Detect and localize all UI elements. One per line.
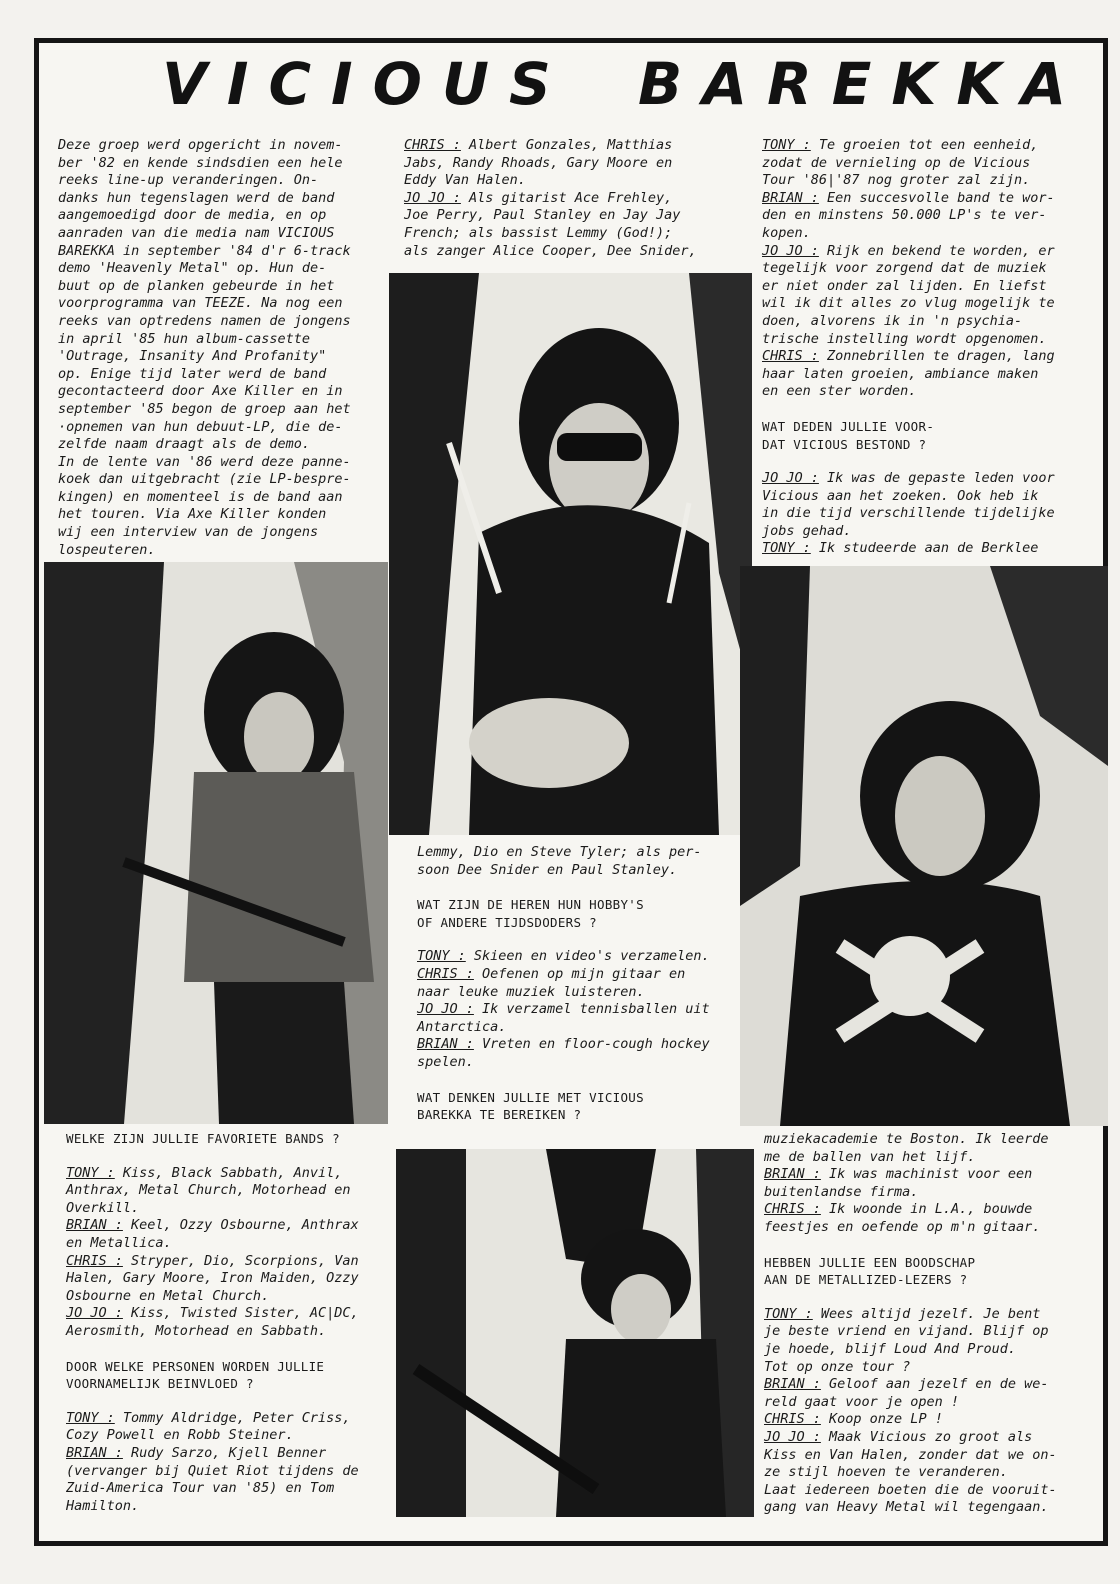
interview-line	[417, 1001, 737, 1019]
interview-line	[417, 1036, 737, 1054]
speaker-name: TONY :	[762, 137, 811, 153]
interview-line	[764, 1184, 1089, 1202]
interview-line	[764, 1201, 1089, 1219]
line-text: Laat iedereen boeten die de vooruit-	[764, 1481, 1057, 1498]
line-text: in die tijd verschillende tijdelijke	[762, 505, 1055, 522]
line-text: feestjes en oefende op m'n gitaar.	[764, 1218, 1041, 1235]
line-text: Rudy Sarzo, Kjell Benner	[122, 1444, 327, 1461]
column-1-bottom-text	[66, 1130, 396, 1515]
column-2-top-text	[404, 137, 749, 260]
interview-line	[66, 1217, 396, 1235]
interview-question: DOOR WELKE PERSONEN WORDEN JULLIE	[66, 1358, 325, 1374]
column-2-middle-text	[417, 844, 737, 1124]
interview-question: WAT DENKEN JULLIE MET VICIOUS	[417, 1089, 644, 1105]
column-3-top-text	[762, 137, 1082, 558]
interview-line	[762, 137, 1082, 155]
line-text: me de ballen van het lijf.	[764, 1148, 976, 1165]
line-text: zodat de vernieling op de Vicious	[762, 154, 1031, 171]
line-text: Tot op onze tour ?	[764, 1358, 911, 1375]
line-text: en Metallica.	[66, 1234, 172, 1251]
line-text: Antarctica.	[417, 1018, 507, 1035]
interview-line	[762, 331, 1082, 349]
interview-line	[762, 383, 1082, 401]
speaker-name: TONY :	[762, 540, 811, 557]
photo-guitarist-vest	[44, 562, 388, 1124]
interview-line	[66, 1463, 396, 1481]
interview-line	[417, 984, 737, 1002]
paragraph-gap	[764, 1289, 1089, 1306]
intro-line: lospeuteren.	[58, 541, 156, 558]
interview-line	[762, 155, 1082, 173]
line-text: Kiss, Twisted Sister, AC|DC,	[122, 1305, 359, 1322]
line-text: ze stijl hoeven te veranderen.	[764, 1464, 1008, 1481]
interview-line	[66, 1253, 396, 1271]
paragraph-gap	[417, 1072, 737, 1089]
line-text: den en minstens 50.000 LP's te ver-	[762, 207, 1047, 224]
line-text: Zuid-America Tour van '85) en Tom	[66, 1480, 335, 1497]
intro-line: ·opnemen van hun debuut-LP, die de-	[58, 418, 343, 435]
line-text: Kiss, Black Sabbath, Anvil,	[114, 1164, 343, 1181]
interview-line	[404, 207, 749, 225]
speaker-name: JO JO :	[762, 242, 819, 259]
interview-line	[762, 172, 1082, 190]
interview-line	[417, 948, 737, 966]
interview-line	[764, 1447, 1089, 1465]
speaker-name: JO JO :	[417, 1001, 474, 1018]
intro-line: ber '82 en kende sindsdien een hele	[58, 154, 343, 171]
speaker-name: BRIAN :	[764, 1166, 821, 1183]
line-text: Geloof aan jezelf en de we-	[820, 1376, 1049, 1393]
line-text: Maak Vicious zo groot als	[820, 1428, 1033, 1445]
paragraph-gap	[417, 879, 737, 896]
interview-line	[404, 155, 749, 173]
interview-line	[66, 1445, 396, 1463]
speaker-name: BRIAN :	[417, 1036, 474, 1053]
intro-line: danks hun tegenslagen werd de band	[58, 189, 335, 206]
interview-question: HEBBEN JULLIE EEN BOODSCHAP	[764, 1254, 976, 1270]
line-text: Vreten en floor-cough hockey	[473, 1036, 710, 1053]
interview-line	[762, 505, 1082, 523]
interview-line	[66, 1182, 396, 1200]
interview-question: WAT ZIJN DE HEREN HUN HOBBY'S	[417, 897, 644, 913]
interview-line	[66, 1410, 396, 1428]
photo-drummer-sunglasses	[389, 273, 752, 835]
line-text: Joe Perry, Paul Stanley en Jay Jay	[404, 207, 681, 224]
line-text: soon Dee Snider en Paul Stanley.	[417, 861, 678, 878]
line-text: Aerosmith, Motorhead en Sabbath.	[66, 1322, 327, 1339]
interview-line	[764, 1341, 1089, 1359]
paragraph-gap	[417, 931, 737, 948]
line-text: kopen.	[762, 224, 811, 241]
paragraph-gap	[762, 401, 1082, 418]
speaker-name: CHRIS :	[417, 965, 474, 982]
line-text: wil ik dit alles zo vlug mogelijk te	[762, 295, 1055, 312]
intro-line: voorprogramma van TEEZE. Na nog een	[58, 295, 343, 312]
interview-question: WAT DEDEN JULLIE VOOR-	[762, 418, 935, 434]
line-text: Tour '86|'87 nog groter zal zijn.	[762, 172, 1031, 189]
intro-line: demo 'Heavenly Metal" op. Hun de-	[58, 260, 327, 277]
line-text: Lemmy, Dio en Steve Tyler; als per-	[417, 844, 702, 860]
line-text: en een ster worden.	[762, 383, 917, 400]
intro-line: wij een interview van de jongens	[58, 524, 319, 541]
interview-line	[417, 862, 737, 880]
line-text: Hamilton.	[66, 1497, 140, 1514]
line-text: als zanger Alice Cooper, Dee Snider,	[404, 242, 697, 259]
speaker-name: JO JO :	[764, 1428, 821, 1445]
title-word-1: VICIOUS	[162, 50, 571, 118]
interview-line	[404, 243, 749, 261]
interview-line	[404, 190, 749, 208]
interview-line	[764, 1166, 1089, 1184]
interview-line	[764, 1499, 1089, 1517]
interview-line	[66, 1498, 396, 1516]
line-text: Ik verzamel tennisballen uit	[473, 1001, 710, 1018]
interview-question: VOORNAMELIJK BEINVLOED ?	[66, 1376, 254, 1392]
interview-line	[417, 1019, 737, 1037]
line-text: Ik was machinist voor een	[820, 1166, 1033, 1183]
line-text: Anthrax, Metal Church, Motorhead en	[66, 1182, 351, 1199]
line-text: Ik was de gepaste leden voor	[818, 470, 1055, 487]
intro-line: gecontacteerd door Axe Killer en in	[58, 383, 343, 400]
speaker-name: CHRIS :	[764, 1411, 821, 1428]
interview-line	[762, 523, 1082, 541]
interview-line	[764, 1323, 1089, 1341]
speaker-name: CHRIS :	[404, 137, 461, 153]
line-text: Albert Gonzales, Matthias	[460, 137, 673, 153]
line-text: Cozy Powell en Robb Steiner.	[66, 1427, 294, 1444]
speaker-name: JO JO :	[66, 1305, 123, 1322]
line-text: Halen, Gary Moore, Iron Maiden, Ozzy	[66, 1270, 359, 1287]
line-text: Oefenen op mijn gitaar en	[473, 965, 686, 982]
interview-question: AAN DE METALLIZED-LEZERS ?	[764, 1272, 968, 1288]
interview-line	[764, 1219, 1089, 1237]
intro-line: In de lente van '86 werd deze panne-	[58, 453, 351, 470]
interview-line	[762, 348, 1082, 366]
interview-line	[417, 844, 737, 862]
interview-line	[762, 313, 1082, 331]
interview-line	[762, 295, 1082, 313]
line-text: tegelijk voor zorgend dat de muziek	[762, 260, 1047, 277]
interview-line	[762, 540, 1082, 558]
interview-line	[762, 488, 1082, 506]
intro-line: buut op de planken gebeurde in het	[58, 277, 335, 294]
interview-question: OF ANDERE TIJDSDODERS ?	[417, 914, 597, 930]
line-text: buitenlandse firma.	[764, 1183, 919, 1200]
interview-line	[764, 1131, 1089, 1149]
interview-line	[762, 278, 1082, 296]
intro-line: Deze groep werd opgericht in novem-	[58, 137, 343, 153]
speaker-name: JO JO :	[404, 189, 461, 206]
line-text: Osbourne en Metal Church.	[66, 1287, 270, 1304]
paragraph-gap	[66, 1341, 396, 1358]
intro-line: op. Enige tijd later werd de band	[58, 365, 327, 382]
interview-line	[66, 1235, 396, 1253]
line-text: Zonnebrillen te dragen, lang	[818, 348, 1055, 365]
line-text: Ik woonde in L.A., bouwde	[820, 1201, 1033, 1218]
speaker-name: TONY :	[417, 948, 466, 965]
interview-line	[404, 137, 749, 155]
line-text: haar laten groeien, ambiance maken	[762, 365, 1039, 382]
interview-line	[66, 1270, 396, 1288]
interview-line	[764, 1411, 1089, 1429]
intro-line: reeks line-up veranderingen. On-	[58, 172, 319, 189]
speaker-name: TONY :	[66, 1164, 115, 1181]
line-text: Wees altijd jezelf. Je bent	[812, 1305, 1041, 1322]
intro-line: aanraden van die media nam VICIOUS	[58, 224, 335, 241]
paragraph-gap	[764, 1237, 1089, 1254]
line-text: Vicious aan het zoeken. Ook heb ik	[762, 487, 1039, 504]
line-text: Tommy Aldridge, Peter Criss,	[114, 1409, 351, 1426]
speaker-name: TONY :	[66, 1409, 115, 1426]
line-text: (vervanger bij Quiet Riot tijdens de	[66, 1462, 359, 1479]
interview-line	[764, 1394, 1089, 1412]
interview-line	[66, 1200, 396, 1218]
line-text: Keel, Ozzy Osbourne, Anthrax	[122, 1217, 359, 1234]
interview-line	[762, 207, 1082, 225]
interview-line	[764, 1464, 1089, 1482]
intro-line: aangemoedigd door de media, en op	[58, 207, 327, 224]
interview-line	[66, 1480, 396, 1498]
interview-line	[404, 172, 749, 190]
interview-line	[762, 225, 1082, 243]
speaker-name: BRIAN :	[764, 1376, 821, 1393]
interview-line	[762, 470, 1082, 488]
line-text: je beste vriend en vijand. Blijf op	[764, 1323, 1049, 1340]
interview-question: BAREKKA TE BEREIKEN ?	[417, 1107, 582, 1123]
interview-line	[762, 190, 1082, 208]
line-text: Een succesvolle band te wor-	[818, 189, 1055, 206]
intro-line: BAREKKA in september '84 d'r 6-track	[58, 242, 351, 259]
paragraph-gap	[66, 1148, 396, 1165]
intro-line: het touren. Via Axe Killer konden	[58, 506, 327, 523]
speaker-name: CHRIS :	[66, 1252, 123, 1269]
line-text: er niet onder zal lijden. En liefst	[762, 277, 1047, 294]
interview-line	[762, 366, 1082, 384]
interview-line	[762, 260, 1082, 278]
line-text: muziekacademie te Boston. Ik leerde	[764, 1131, 1049, 1147]
paragraph-gap	[66, 1393, 396, 1410]
speaker-name: TONY :	[764, 1305, 813, 1322]
speaker-name: CHRIS :	[764, 1201, 821, 1218]
interview-line	[66, 1323, 396, 1341]
interview-line	[417, 1054, 737, 1072]
interview-line	[66, 1305, 396, 1323]
interview-line	[764, 1429, 1089, 1447]
paragraph-gap	[762, 453, 1082, 470]
line-text: doen, alvorens ik in 'n psychia-	[762, 312, 1023, 329]
line-text: Koop onze LP !	[820, 1411, 943, 1428]
intro-line: koek dan uitgebracht (zie LP-bespre-	[58, 471, 351, 488]
line-text: French; als bassist Lemmy (God!);	[404, 224, 673, 241]
interview-line	[417, 966, 737, 984]
speaker-name: BRIAN :	[66, 1444, 123, 1461]
line-text: trische instelling wordt opgenomen.	[762, 330, 1047, 347]
interview-line	[764, 1359, 1089, 1377]
line-text: Jabs, Randy Rhoads, Gary Moore en	[404, 154, 673, 171]
line-text: Kiss en Van Halen, zonder dat we on-	[764, 1446, 1057, 1463]
line-text: naar leuke muziek luisteren.	[417, 983, 645, 1000]
line-text: Te groeien tot een eenheid,	[810, 137, 1039, 153]
intro-line: kingen) en momenteel is de band aan	[58, 488, 343, 505]
line-text: Ik studeerde aan de Berklee	[810, 540, 1039, 557]
intro-line: september '85 begon de groep aan het	[58, 400, 351, 417]
interview-line	[66, 1288, 396, 1306]
interview-line	[764, 1376, 1089, 1394]
speaker-name: CHRIS :	[762, 348, 819, 365]
line-text: Eddy Van Halen.	[404, 172, 526, 189]
line-text: Stryper, Dio, Scorpions, Van	[122, 1252, 359, 1269]
interview-line	[764, 1306, 1089, 1324]
interview-line	[66, 1427, 396, 1445]
intro-text	[58, 137, 388, 559]
line-text: Overkill.	[66, 1199, 140, 1216]
speaker-name: BRIAN :	[762, 189, 819, 206]
interview-line	[66, 1165, 396, 1183]
interview-question: WELKE ZIJN JULLIE FAVORIETE BANDS ?	[66, 1131, 340, 1146]
line-text: Als gitarist Ace Frehley,	[460, 189, 673, 206]
intro-line: reeks van optredens namen de jongens	[58, 312, 351, 329]
interview-question: DAT VICIOUS BESTOND ?	[762, 436, 927, 452]
title-word-2: BAREKKA	[638, 50, 1087, 118]
line-text: spelen.	[417, 1053, 474, 1070]
intro-line: 'Outrage, Insanity And Profanity"	[58, 348, 327, 365]
photo-bassist	[396, 1149, 754, 1517]
interview-line	[404, 225, 749, 243]
speaker-name: BRIAN :	[66, 1217, 123, 1234]
interview-line	[764, 1149, 1089, 1167]
line-text: reld gaat voor je open !	[764, 1393, 960, 1410]
intro-line: zelfde naam draagt als de demo.	[58, 436, 310, 453]
line-text: gang van Heavy Metal wil tegengaan.	[764, 1499, 1049, 1516]
interview-line	[762, 243, 1082, 261]
line-text: jobs gehad.	[762, 522, 852, 539]
photo-guitarist-skull-shirt	[740, 566, 1108, 1126]
column-3-bottom-text	[764, 1131, 1089, 1517]
interview-line	[764, 1482, 1089, 1500]
intro-line: in april '85 hun album-cassette	[58, 330, 310, 347]
line-text: je hoede, blijf Loud And Proud.	[764, 1340, 1016, 1357]
line-text: Skieen en video's verzamelen.	[465, 948, 710, 965]
article-title	[40, 50, 1100, 120]
line-text: Rijk en bekend te worden, er	[818, 242, 1055, 259]
speaker-name: JO JO :	[762, 470, 819, 487]
